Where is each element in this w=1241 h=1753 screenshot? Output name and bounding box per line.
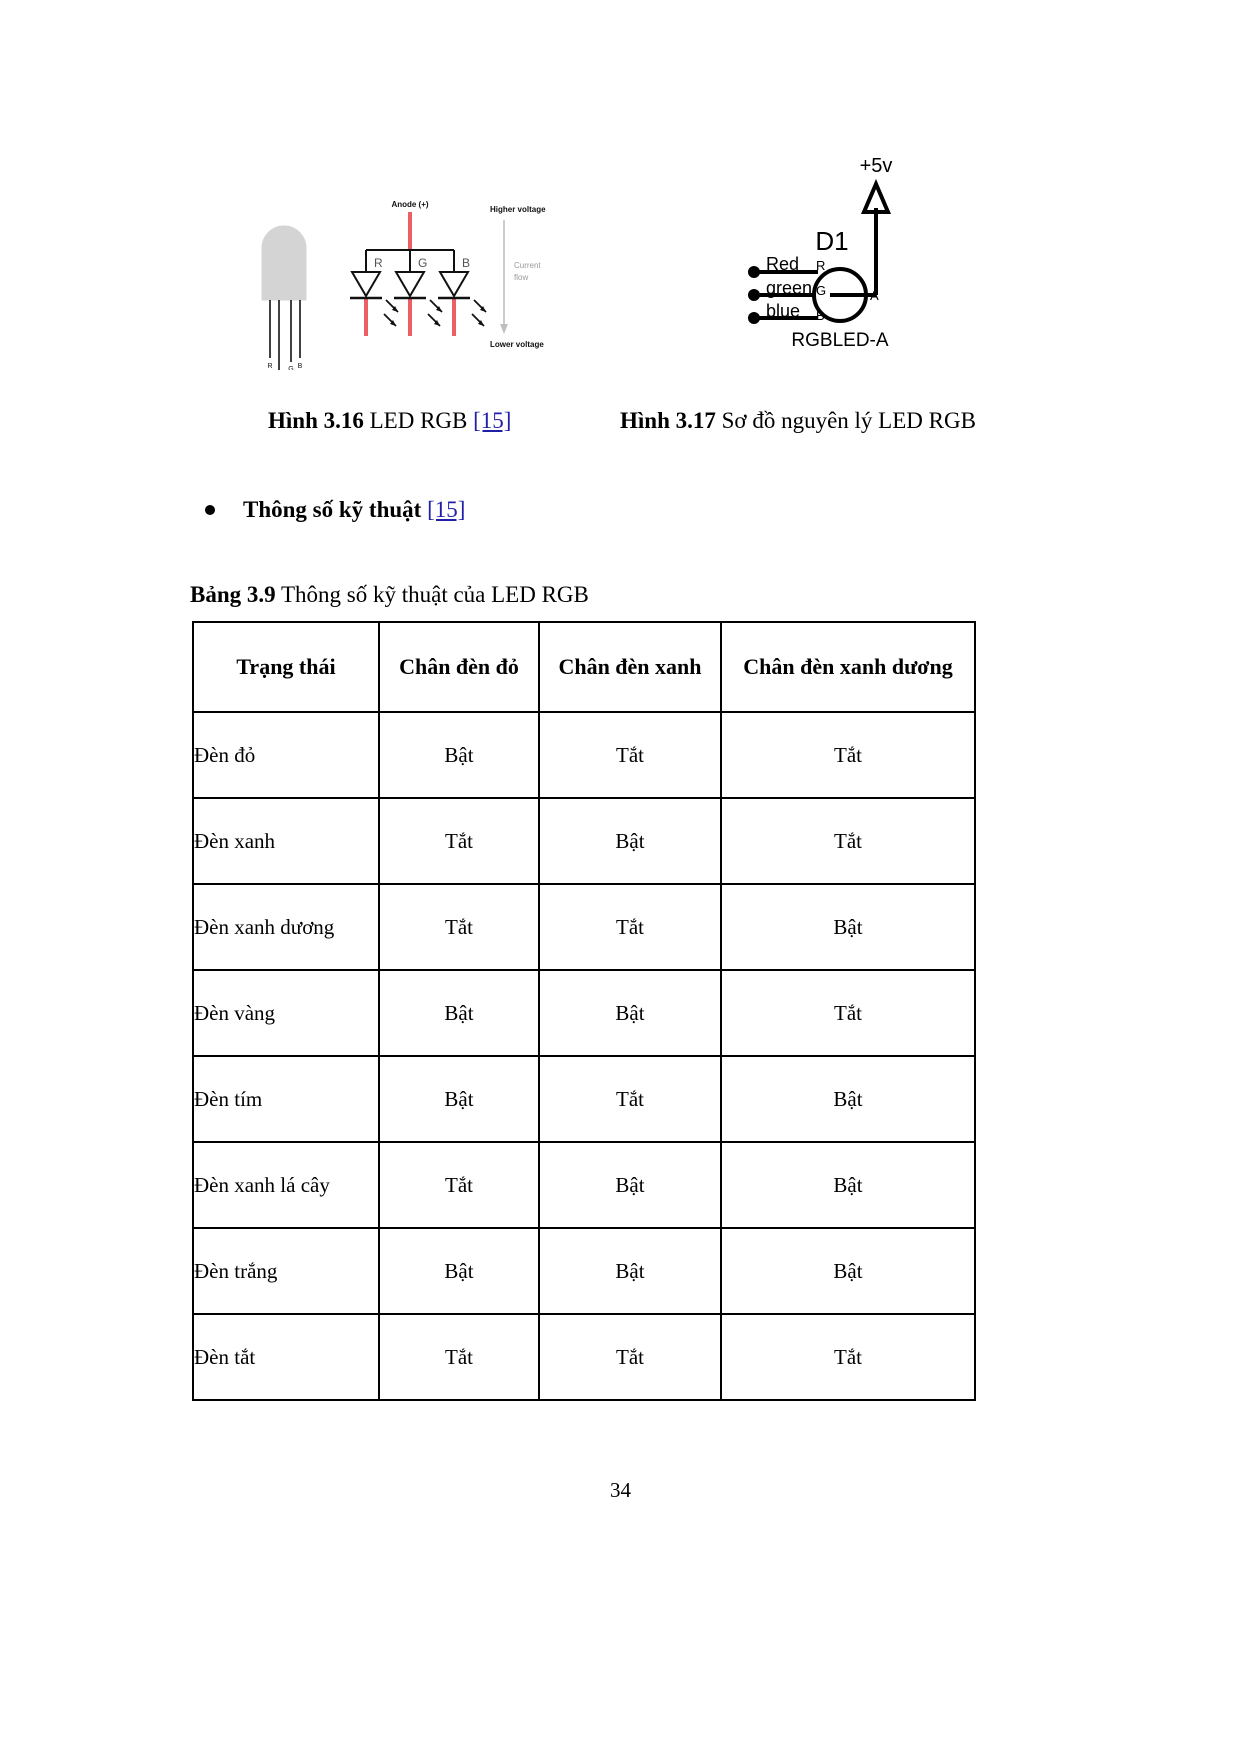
caption-figure-3-17 — [620, 406, 976, 436]
table-row — [193, 798, 975, 884]
cell-green: Tắt — [539, 1314, 721, 1400]
figure-rgb-led-schematic — [710, 150, 1010, 360]
caption-3-16-reference-link[interactable]: [15] — [473, 408, 512, 433]
caption-figure-3-16 — [268, 406, 511, 436]
caption-3-17-text: Sơ đồ nguyên lý LED RGB — [715, 408, 976, 433]
figure-captions — [0, 400, 1241, 450]
table-caption-text: Thông số kỹ thuật của LED RGB — [275, 582, 589, 607]
svg-text:A: A — [870, 288, 879, 303]
cell-state: Đèn đỏ — [193, 712, 379, 798]
table-row — [193, 1056, 975, 1142]
cell-state: Đèn xanh dương — [193, 884, 379, 970]
svg-text:R: R — [816, 258, 826, 273]
svg-text:Red: Red — [766, 254, 800, 274]
cell-red: Tắt — [379, 1142, 539, 1228]
cell-state: Đèn xanh — [193, 798, 379, 884]
table-row — [193, 1314, 975, 1400]
svg-text:Current: Current — [514, 261, 541, 270]
cell-green: Bật — [539, 970, 721, 1056]
figures-region — [0, 150, 1241, 380]
svg-text:RGBLED-A: RGBLED-A — [791, 330, 889, 351]
cell-red: Bật — [379, 970, 539, 1056]
svg-text:green: green — [766, 278, 813, 298]
caption-3-16-text: LED RGB — [363, 408, 474, 433]
bullet-thong-so-ky-thuat — [205, 495, 1005, 525]
column-header-green: Chân đèn xanh — [539, 622, 721, 712]
column-header-red: Chân đèn đỏ — [379, 622, 539, 712]
svg-text:Lower voltage: Lower voltage — [490, 340, 544, 349]
cell-blue: Bật — [721, 884, 975, 970]
svg-text:flow: flow — [514, 273, 529, 282]
caption-3-16-label: Hình 3.16 — [268, 408, 364, 433]
table-caption-label: Bảng 3.9 — [190, 582, 276, 607]
caption-3-17-label: Hình 3.17 — [620, 408, 716, 433]
svg-text:Anode (+): Anode (+) — [391, 200, 429, 209]
cell-state: Đèn tắt — [193, 1314, 379, 1400]
cell-green: Tắt — [539, 1056, 721, 1142]
table-row — [193, 1228, 975, 1314]
svg-text:blue: blue — [766, 301, 801, 321]
cell-green: Tắt — [539, 712, 721, 798]
table-row — [193, 884, 975, 970]
cell-blue: Tắt — [721, 1314, 975, 1400]
cell-red: Bật — [379, 712, 539, 798]
led-rgb-spec-table — [192, 621, 976, 1401]
svg-text:R: R — [374, 256, 383, 270]
svg-text:G: G — [816, 283, 827, 298]
cell-blue: Bật — [721, 1056, 975, 1142]
svg-text:B: B — [297, 363, 303, 370]
caption-table-3-9 — [190, 580, 589, 610]
page-number: 34 — [610, 1478, 631, 1502]
table-row — [193, 970, 975, 1056]
cell-green: Bật — [539, 1142, 721, 1228]
svg-text:B: B — [462, 256, 471, 270]
bullet-reference-link[interactable]: [15] — [427, 497, 466, 522]
bullet-dot-icon — [205, 505, 215, 515]
figure-rgb-led-internal — [248, 190, 568, 370]
cell-green: Bật — [539, 798, 721, 884]
column-header-blue: Chân đèn xanh dương — [721, 622, 975, 712]
cell-red: Bật — [379, 1228, 539, 1314]
svg-text:+5v: +5v — [859, 155, 893, 177]
cell-blue: Tắt — [721, 798, 975, 884]
cell-red: Tắt — [379, 1314, 539, 1400]
cell-blue: Bật — [721, 1228, 975, 1314]
svg-text:R: R — [267, 363, 273, 370]
svg-text:G: G — [288, 366, 294, 370]
svg-text:B: B — [816, 308, 825, 323]
table-row — [193, 712, 975, 798]
cell-green: Tắt — [539, 884, 721, 970]
bullet-label: Thông số kỹ thuật — [243, 497, 422, 522]
cell-blue: Bật — [721, 1142, 975, 1228]
cell-red: Tắt — [379, 798, 539, 884]
cell-state: Đèn tím — [193, 1056, 379, 1142]
led-package-drawing — [262, 226, 306, 370]
cell-red: Bật — [379, 1056, 539, 1142]
table-row — [193, 1142, 975, 1228]
cell-blue: Tắt — [721, 712, 975, 798]
led-internal-schematic — [350, 200, 546, 349]
svg-text:G: G — [418, 256, 428, 270]
cell-state: Đèn vàng — [193, 970, 379, 1056]
cell-state: Đèn xanh lá cây — [193, 1142, 379, 1228]
cell-blue: Tắt — [721, 970, 975, 1056]
cell-state: Đèn trắng — [193, 1228, 379, 1314]
cell-red: Tắt — [379, 884, 539, 970]
svg-text:D1: D1 — [815, 226, 849, 256]
column-header-state: Trạng thái — [193, 622, 379, 712]
cell-green: Bật — [539, 1228, 721, 1314]
table-header-row — [193, 622, 975, 712]
svg-text:Higher voltage: Higher voltage — [490, 205, 546, 214]
